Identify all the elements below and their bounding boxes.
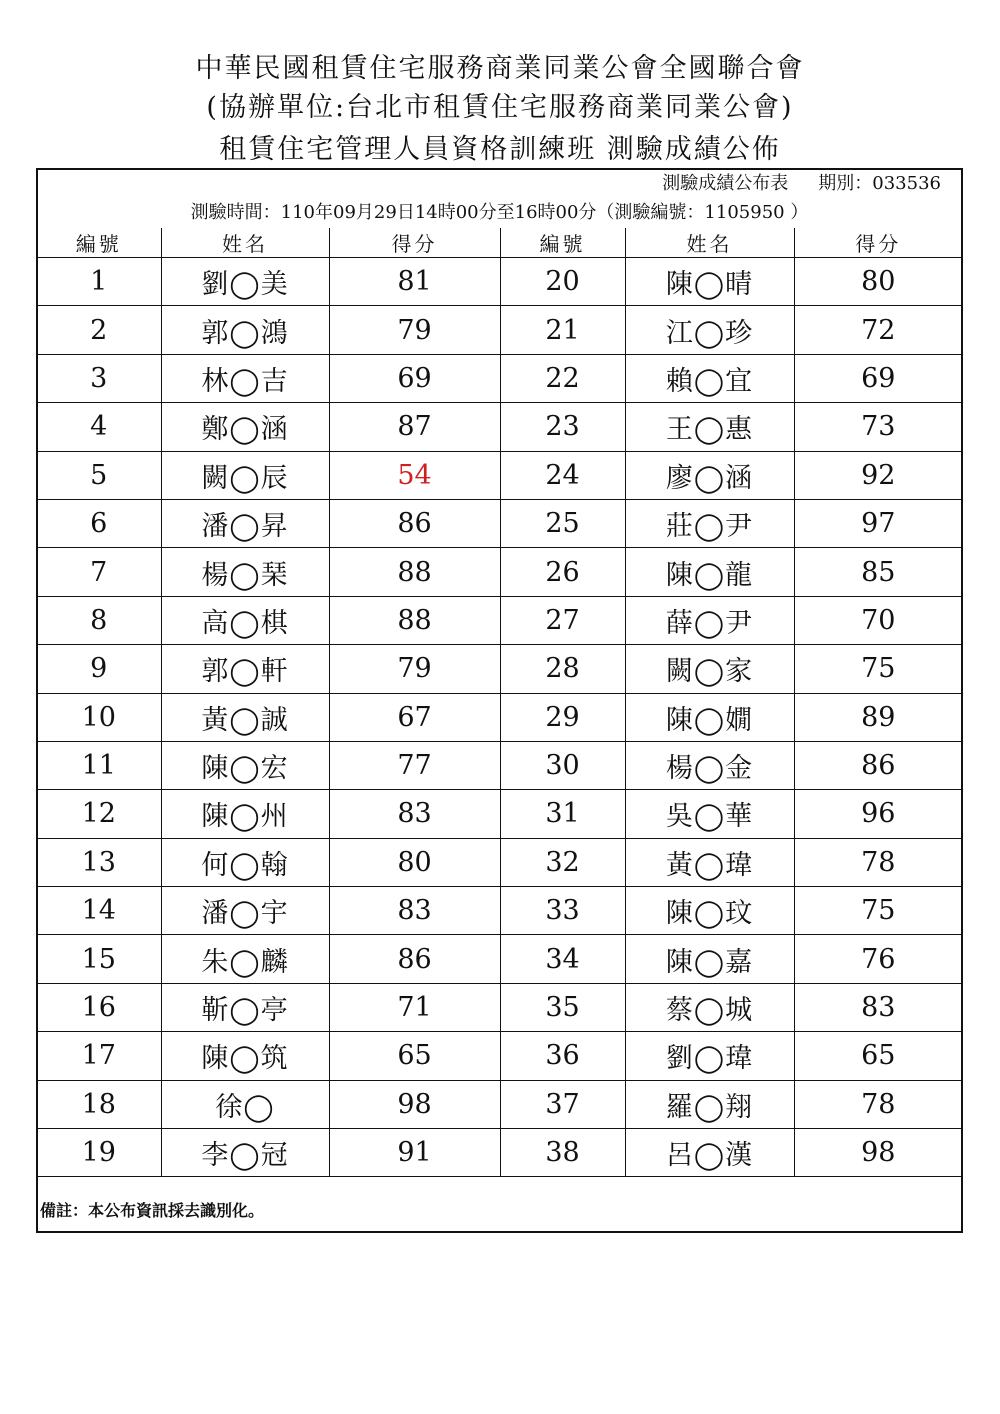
table-row: [37, 451, 962, 499]
entry-number: 5: [37, 451, 161, 499]
entry-score: 65: [329, 1032, 500, 1080]
entry-score: 98: [329, 1080, 500, 1128]
entry-score: 75: [794, 887, 962, 935]
entry-score: 83: [329, 887, 500, 935]
entry-number: 18: [37, 1080, 161, 1128]
entry-number: 19: [37, 1129, 161, 1177]
entry-score: 71: [329, 983, 500, 1031]
table-name: 測驗成績公布表: [662, 173, 789, 194]
table-row: [37, 548, 962, 596]
table-row: [37, 838, 962, 886]
entry-name: 朱◯麟: [161, 935, 329, 983]
entry-name: 徐◯: [161, 1080, 329, 1128]
entry-score: 91: [329, 1129, 500, 1177]
entry-score: 69: [794, 354, 962, 402]
entry-name: 陳◯宏: [161, 741, 329, 789]
entry-score: 83: [794, 983, 962, 1031]
entry-score: 67: [329, 693, 500, 741]
table-row: [37, 596, 962, 644]
entry-score: 77: [329, 741, 500, 789]
entry-name: 闕◯家: [625, 645, 794, 693]
entry-number: 14: [37, 887, 161, 935]
column-header-name: 姓名: [625, 228, 794, 258]
entry-score: 97: [794, 499, 962, 547]
entry-number: 37: [500, 1080, 625, 1128]
entry-name: 黃◯誠: [161, 693, 329, 741]
organization-title: 中華民國租賃住宅服務商業同業公會全國聯合會: [195, 53, 805, 84]
entry-name: 郭◯軒: [161, 645, 329, 693]
entry-name: 劉◯瑋: [625, 1032, 794, 1080]
entry-score: 75: [794, 645, 962, 693]
entry-number: 16: [37, 983, 161, 1031]
table-row: [37, 499, 962, 547]
entry-score: 98: [794, 1129, 962, 1177]
entry-number: 1: [37, 258, 161, 306]
entry-name: 李◯冠: [161, 1129, 329, 1177]
entry-number: 38: [500, 1129, 625, 1177]
entry-name: 陳◯嫺: [625, 693, 794, 741]
entry-number: 12: [37, 790, 161, 838]
entry-name: 郭◯鴻: [161, 306, 329, 354]
entry-number: 30: [500, 741, 625, 789]
table-row: [37, 1032, 962, 1080]
entry-name: 吳◯華: [625, 790, 794, 838]
table-row: [37, 887, 962, 935]
column-header-score: 得分: [329, 228, 500, 258]
entry-number: 6: [37, 499, 161, 547]
table-row: [37, 403, 962, 451]
entry-score: 54: [329, 451, 500, 499]
entry-number: 17: [37, 1032, 161, 1080]
entry-name: 鄭◯涵: [161, 403, 329, 451]
entry-name: 陳◯玟: [625, 887, 794, 935]
entry-score: 78: [794, 1080, 962, 1128]
entry-number: 35: [500, 983, 625, 1031]
entry-number: 22: [500, 354, 625, 402]
entry-score: 86: [329, 499, 500, 547]
entry-number: 3: [37, 354, 161, 402]
entry-number: 36: [500, 1032, 625, 1080]
table-row: [37, 645, 962, 693]
entry-score: 72: [794, 306, 962, 354]
entry-number: 23: [500, 403, 625, 451]
entry-number: 31: [500, 790, 625, 838]
entry-score: 92: [794, 451, 962, 499]
entry-name: 莊◯尹: [625, 499, 794, 547]
entry-number: 34: [500, 935, 625, 983]
entry-number: 27: [500, 596, 625, 644]
entry-name: 黃◯瑋: [625, 838, 794, 886]
entry-score: 83: [329, 790, 500, 838]
co-organizer-title: (協辦單位:台北市租賃住宅服務商業同業公會): [206, 92, 794, 123]
entry-name: 江◯珍: [625, 306, 794, 354]
entry-name: 林◯吉: [161, 354, 329, 402]
entry-score: 87: [329, 403, 500, 451]
table-row: [37, 693, 962, 741]
column-header-name: 姓名: [161, 228, 329, 258]
entry-name: 羅◯翔: [625, 1080, 794, 1128]
entry-name: 劉◯美: [161, 258, 329, 306]
entry-name: 王◯惠: [625, 403, 794, 451]
entry-name: 陳◯筑: [161, 1032, 329, 1080]
entry-name: 陳◯州: [161, 790, 329, 838]
entry-score: 80: [329, 838, 500, 886]
entry-number: 25: [500, 499, 625, 547]
entry-name: 靳◯亭: [161, 983, 329, 1031]
entry-score: 81: [329, 258, 500, 306]
entry-number: 11: [37, 741, 161, 789]
entry-score: 79: [329, 306, 500, 354]
table-meta: [36, 172, 941, 196]
entry-name: 楊◯金: [625, 741, 794, 789]
entry-name: 賴◯宜: [625, 354, 794, 402]
table-row: [37, 354, 962, 402]
entry-score: 73: [794, 403, 962, 451]
entry-name: 楊◯琹: [161, 548, 329, 596]
entry-number: 29: [500, 693, 625, 741]
column-header-number: 編號: [37, 228, 161, 258]
results-table: [37, 228, 962, 1177]
table-row: [37, 741, 962, 789]
entry-number: 2: [37, 306, 161, 354]
entry-score: 80: [794, 258, 962, 306]
entry-number: 9: [37, 645, 161, 693]
entry-number: 15: [37, 935, 161, 983]
period-label: 期別：033536: [818, 173, 941, 194]
entry-name: 蔡◯城: [625, 983, 794, 1031]
footer-note: 備註：本公布資訊採去識別化。: [40, 1201, 265, 1220]
entry-number: 28: [500, 645, 625, 693]
column-header-score: 得分: [794, 228, 962, 258]
entry-name: 薛◯尹: [625, 596, 794, 644]
entry-score: 86: [329, 935, 500, 983]
table-row: [37, 1129, 962, 1177]
course-title: 租賃住宅管理人員資格訓練班 測驗成績公佈: [219, 134, 781, 165]
entry-number: 13: [37, 838, 161, 886]
entry-name: 陳◯龍: [625, 548, 794, 596]
table-row: [37, 306, 962, 354]
column-header-number: 編號: [500, 228, 625, 258]
entry-number: 4: [37, 403, 161, 451]
entry-number: 33: [500, 887, 625, 935]
entry-score: 88: [329, 596, 500, 644]
entry-score: 70: [794, 596, 962, 644]
entry-score: 88: [329, 548, 500, 596]
entry-score: 86: [794, 741, 962, 789]
table-row: [37, 258, 962, 306]
entry-score: 65: [794, 1032, 962, 1080]
entry-score: 78: [794, 838, 962, 886]
entry-number: 8: [37, 596, 161, 644]
entry-score: 89: [794, 693, 962, 741]
table-row: [37, 1080, 962, 1128]
entry-name: 陳◯嘉: [625, 935, 794, 983]
entry-number: 21: [500, 306, 625, 354]
entry-score: 69: [329, 354, 500, 402]
entry-name: 闕◯辰: [161, 451, 329, 499]
entry-name: 高◯棋: [161, 596, 329, 644]
entry-number: 24: [500, 451, 625, 499]
entry-name: 廖◯涵: [625, 451, 794, 499]
entry-name: 呂◯漢: [625, 1129, 794, 1177]
entry-name: 陳◯晴: [625, 258, 794, 306]
entry-name: 潘◯宇: [161, 887, 329, 935]
table-row: [37, 935, 962, 983]
entry-number: 10: [37, 693, 161, 741]
entry-score: 76: [794, 935, 962, 983]
entry-name: 何◯翰: [161, 838, 329, 886]
entry-score: 79: [329, 645, 500, 693]
entry-number: 20: [500, 258, 625, 306]
entry-score: 85: [794, 548, 962, 596]
header-row: [37, 228, 962, 258]
table-row: [37, 790, 962, 838]
exam-info: 測驗時間：110年09月29日14時00分至16時00分（測驗編號：1105950 ）: [190, 202, 809, 223]
entry-number: 32: [500, 838, 625, 886]
entry-number: 26: [500, 548, 625, 596]
entry-score: 96: [794, 790, 962, 838]
table-row: [37, 983, 962, 1031]
entry-number: 7: [37, 548, 161, 596]
entry-name: 潘◯昇: [161, 499, 329, 547]
